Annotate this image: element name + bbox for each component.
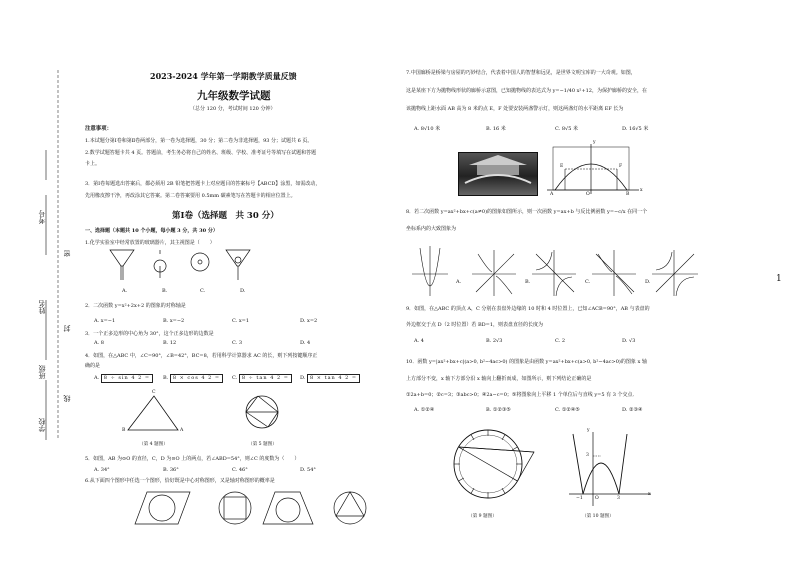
- q7-diagram: [545, 142, 645, 197]
- q9-option-c: C. 2: [555, 338, 566, 344]
- q5-option-b: B. 36°: [163, 467, 179, 473]
- q1-figure-c: [191, 253, 209, 271]
- q8-option-a-letter: A.: [456, 279, 462, 285]
- q2-option-c: C. x=1: [232, 318, 250, 324]
- seal-char-xian: 线: [63, 395, 71, 402]
- q7-label-a: A: [550, 192, 554, 197]
- q10-label-o: O: [595, 496, 599, 501]
- seal-char-mi: 密: [63, 250, 71, 257]
- q1-figures: [108, 248, 268, 288]
- q8-option-d-graph: [652, 250, 698, 296]
- q7-label-e: E: [560, 164, 564, 169]
- q4-option-a: [94, 374, 153, 383]
- q4-option-c: [232, 374, 292, 383]
- q4-option-d-letter: D.: [300, 375, 306, 381]
- q7-label-x: x: [640, 188, 643, 193]
- q1-figure-d: [226, 250, 250, 280]
- binding-margin: [0, 0, 70, 561]
- q10-label-x: x: [648, 492, 651, 497]
- q10-option-b: B. ①②③⑤: [486, 407, 511, 413]
- q3-option-b: B. 12: [163, 340, 177, 346]
- q4-calc-keys-b: 8 × cos 4 2 =: [170, 374, 223, 383]
- q9-fig-caption: （第 9 题图）: [468, 514, 497, 519]
- seal-char-feng: 封: [63, 325, 71, 332]
- q4-option-a-letter: A.: [94, 375, 100, 381]
- q5-option-d: D. 54°: [300, 467, 316, 473]
- label-exam-number: 考号: [38, 210, 46, 224]
- q8-stem-cont: 坐标系内的大致图象为: [406, 226, 457, 232]
- label-class: 班级: [38, 365, 46, 379]
- q9-option-d: D. √3: [622, 338, 636, 344]
- q10-label-3-y: 3: [586, 453, 589, 458]
- q10-stem: 10．函数 y=|ax²+bx+c|(a>0, b²−4ac>0) 的图象是由函数 y=ax²+bx+c(a>0, b²−4ac>0)的图象 x 轴: [406, 359, 647, 365]
- page-number: 1: [776, 274, 782, 284]
- q4-fig-label-c: C: [152, 390, 156, 395]
- q1-stem: 1.化学实验室中经常放置的玻璃器片，其主视图是（ ）: [85, 240, 215, 246]
- q7-label-o: O: [586, 192, 590, 197]
- exam-title: 2023-2024 学年第一学期教学质量反馈: [150, 71, 297, 81]
- q2-option-a: A. x=−1: [94, 318, 116, 324]
- part1-heading: 第Ⅰ卷（选择题 共 30 分）: [172, 211, 279, 221]
- q1-label-d: D.: [240, 288, 246, 294]
- q4-fig-label-a: A: [180, 428, 184, 433]
- q6-figure-trapezoid: [263, 492, 313, 524]
- q4-stem-cont: 确的是: [85, 363, 101, 369]
- label-school: 学校: [38, 418, 46, 432]
- q10-option-d: D. ②③④: [622, 407, 643, 413]
- q10-option-c: C. ①②④⑤: [555, 407, 580, 413]
- q9-option-a: A. 4: [414, 338, 424, 344]
- q6-figure-square-circle: [219, 492, 251, 524]
- q5-option-a: A. 34°: [94, 467, 110, 473]
- q8-option-c-letter: C.: [585, 279, 591, 285]
- q7-bridge-photo: [458, 152, 538, 196]
- q9-option-b: B. 2√3: [486, 338, 503, 344]
- q8-option-a-graph: [472, 250, 516, 296]
- note-line: 1.本试题分第Ⅰ卷和第Ⅱ卷两部分，第一卷为选择题，30 分；第二卷为非选择题，93 分；试题共 6 页。: [85, 138, 313, 144]
- q7-label-f: F: [619, 164, 623, 169]
- q2-option-d: D. x=2: [300, 318, 318, 324]
- q8-option-b-graph: [532, 250, 576, 296]
- q7-option-b: B. 16 米: [486, 126, 506, 132]
- q3-option-d: D. 4: [300, 340, 311, 346]
- q8-option-d-letter: D.: [645, 279, 651, 285]
- q1-label-c: C.: [200, 288, 206, 294]
- q4-fig-caption: （第 4 题图）: [139, 442, 168, 447]
- q5-stem: 5．如图，AB 为⊙O 的直径，C，D 为⊙O 上的两点，若∠ABD=54°，则∠C 的度数为（ ）: [85, 456, 300, 462]
- q4-option-d: [300, 374, 360, 383]
- q5-option-c: C. 46°: [232, 467, 248, 473]
- note-line: 先用橡皮擦干净，再改涂其它答案。第二卷答案要用 0.5mm 碳素笔写在答题卡的相应位置上。: [85, 193, 296, 199]
- q10-fig-caption: （第 10 题图）: [582, 514, 614, 519]
- q9-stem: 9．如图，在△ABC 的顶点 A，C 分别在表盘外边缘的 10 时和 4 时位置上，已知∠ACB=90°，AB 与表盘的: [406, 306, 650, 312]
- q4-calc-keys-d: 8 × tan 4 2 =: [307, 374, 360, 383]
- q2-stem: 2．二次函数 y=x²+2x+2 的图象的对称轴是: [85, 303, 186, 309]
- q10-stem-cont: 上方部分不变，x 轴下方部分沿 x 轴向上翻折而成，如图所示，则下列结论正确的是: [406, 376, 592, 382]
- q7-option-c: C. 8√5 米: [555, 126, 578, 132]
- q4-fig-label-b: B: [122, 428, 126, 433]
- q1-funnel: [110, 250, 134, 280]
- q8-graphs: [408, 244, 708, 299]
- q7-line: 该抛物线上距水面 AB 高为 8 米的点 E，F 处要安装两盏警示灯，则这两盏灯的水平距离 EF 长为: [406, 106, 624, 112]
- binding-line: [0, 0, 70, 561]
- q4-figure: [118, 392, 198, 442]
- q4-calc-keys-c: 8 ÷ tan 4 2 =: [239, 374, 292, 383]
- notes-heading: 注意事项：: [85, 126, 112, 132]
- q8-stem: 8．若二次函数 y=ax²+bx+c(a≠0)的图象如图所示，则一次函数 y=ax+b 与反比例函数 y=−c/x 在同一个: [406, 209, 648, 215]
- q10-statements: ①2a+b=0；②c=3；③abc>0；④2a−c=0；⑤将图象向上平移 1 个单位后与直线 y=5 有 3 个交点．: [406, 392, 638, 398]
- q10-label-minus1: −1: [576, 496, 583, 501]
- q2-option-b: B. x=−2: [163, 318, 185, 324]
- q1-label-a: A.: [122, 288, 128, 294]
- q4-stem: 4．如图，在△ABC 中，∠C=90°，∠B=42°，BC=8，若用科学计算器求 AC 的长，则下列按键顺序正: [85, 353, 318, 359]
- q3-stem: 3．一个正多边形的中心角为 30°，这个正多边形的边数是: [85, 331, 214, 337]
- q7-option-a: A. 8√10 米: [414, 126, 441, 132]
- q7-line: 7.中国廊桥是桥梁与房屋的巧妙结合，代表着中国人的智慧和远见，是世界文明宝库的一大奇观。如图，: [406, 70, 636, 76]
- q4-option-c-letter: C.: [232, 375, 238, 381]
- q3-option-c: C. 3: [232, 340, 243, 346]
- q8-given-parabola: [412, 246, 448, 296]
- note-line: 2.数学试题答题卡共 4 页。答题前，考生务必将自己的姓名、班级、学校、准考证号等填写在试题和答题: [85, 150, 317, 156]
- q7-option-d: D. 16√5 米: [622, 126, 649, 132]
- q6-figure-triangle: [334, 492, 366, 524]
- q9-clock-figure: [446, 422, 536, 512]
- q3-option-a: A. 8: [94, 340, 104, 346]
- exam-subtitle: 九年级数学试题: [197, 90, 271, 102]
- q5-figure: [242, 392, 302, 442]
- q5-fig-caption: （第 5 题图）: [248, 442, 277, 447]
- q8-option-b-letter: B.: [525, 279, 531, 285]
- q1-label-b: B.: [162, 288, 168, 294]
- q4-option-b: [163, 374, 223, 383]
- exam-meta: （总分 120 分，考试时间 120 分钟）: [190, 106, 276, 112]
- q7-line: 这是某座下方为抛物线形状的廊桥示意图，已知抛物线的表达式为 y=−1/40 x²+12，为保护廊桥的安全，在: [406, 88, 647, 94]
- q10-label-3-x: 3: [617, 496, 620, 501]
- q4-option-b-letter: B.: [163, 375, 169, 381]
- q4-calc-keys-a: 8 ÷ sin 4 2 =: [101, 374, 153, 383]
- note-line: 3．第Ⅰ卷每题选出答案后，都必须用 2B 铅笔把答题卡上对应题目的答案标号【ABCD】涂黑，如需改动，: [85, 181, 321, 187]
- q7-label-b: B: [626, 192, 630, 197]
- note-line: 卡上。: [85, 161, 101, 167]
- q8-option-c-graph: [592, 250, 636, 296]
- q10-option-a: A. ①②④: [414, 407, 435, 413]
- q6-figures: [135, 490, 385, 530]
- q7-label-y: y: [593, 140, 596, 145]
- q6-figure-parallelogram: [135, 492, 190, 524]
- q10-label-y: y: [587, 428, 590, 433]
- q6-stem: 6.从下面四个图形中任选一个图形，恰好既是中心对称图形，又是轴对称图形的概率是: [85, 478, 275, 484]
- q9-stem-cont: 外边框交于点 D（2 时位置）若 BD=1，则表盘直径的长度为: [406, 322, 544, 328]
- q1-figure-b: [154, 250, 166, 278]
- label-name: 姓名: [38, 300, 46, 314]
- section-heading: 一、选择题（本题共 10 个小题，每小题 3 分，共 30 分）: [85, 228, 218, 234]
